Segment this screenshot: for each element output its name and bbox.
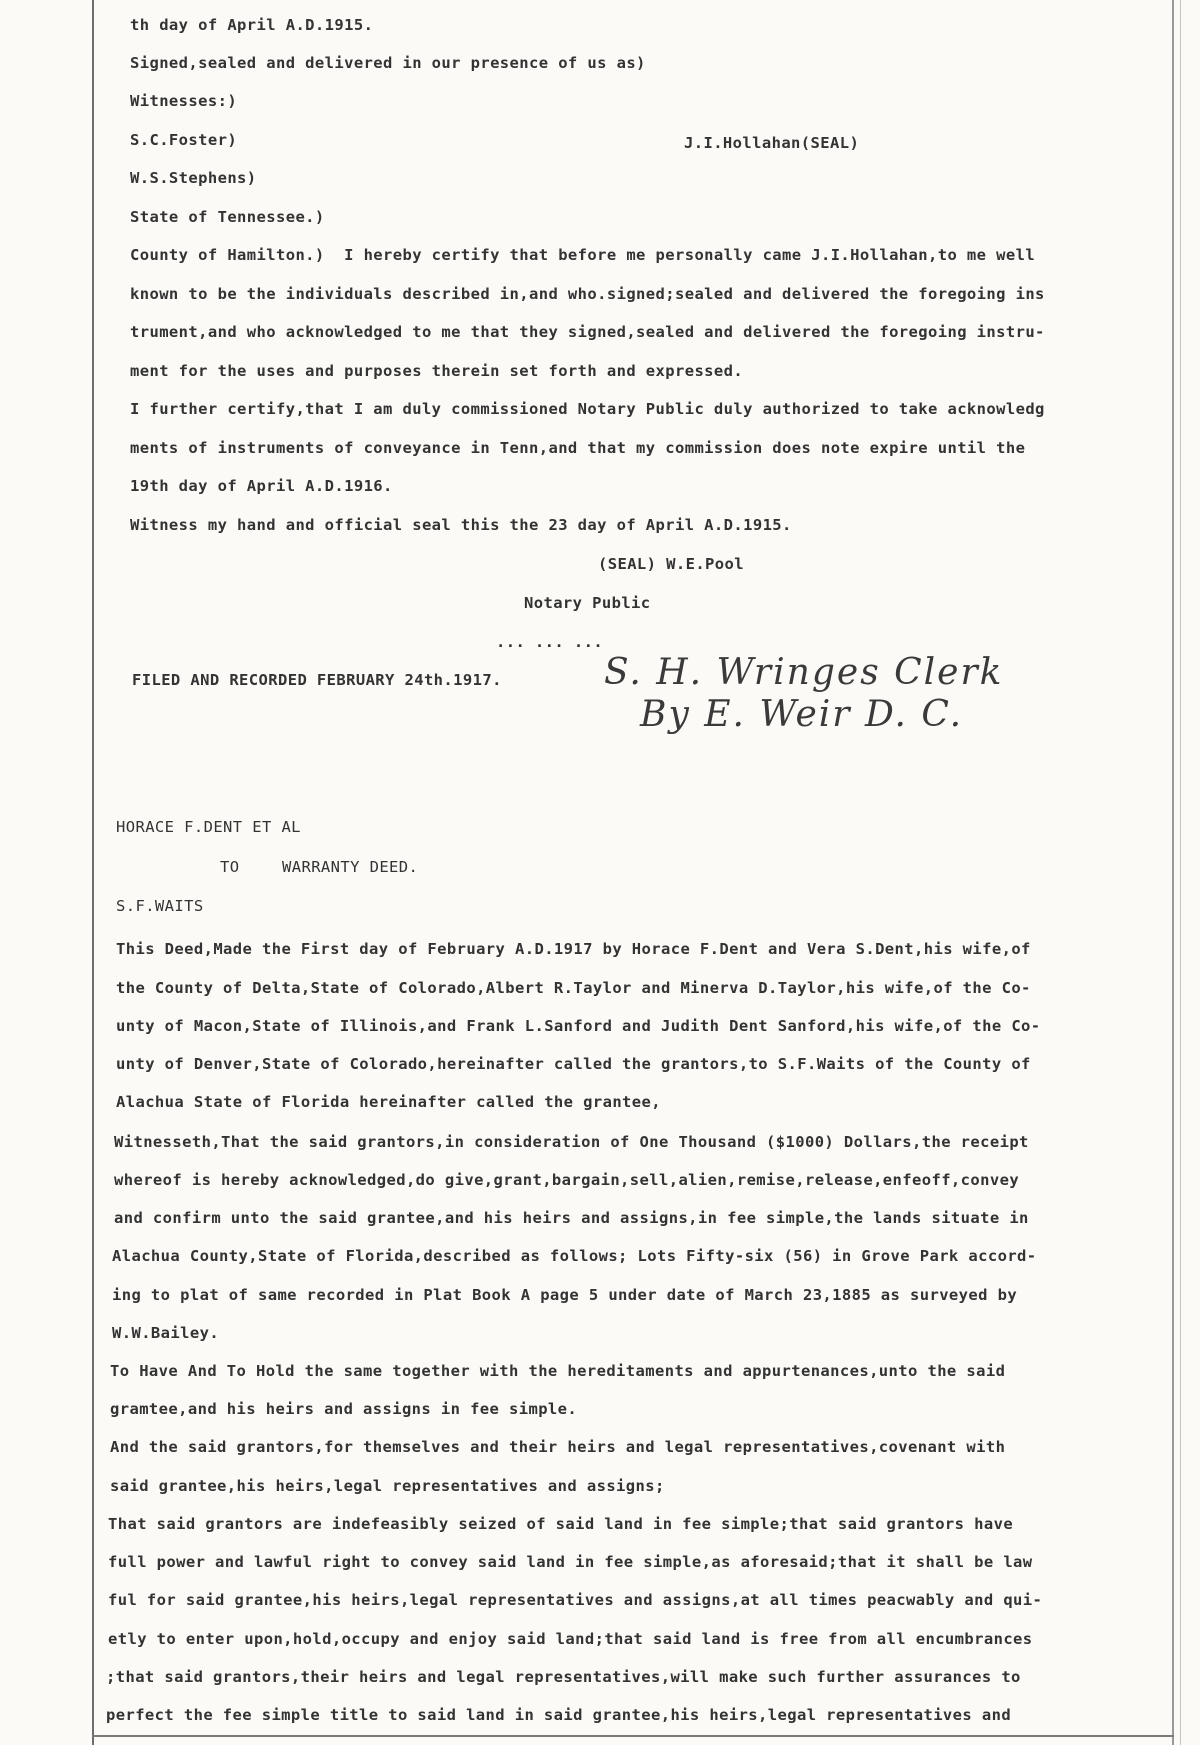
deed-line: To Have And To Hold the same together with the hereditaments and appurtenances,unto the said <box>110 1362 1006 1380</box>
deed-to: TO <box>220 858 240 876</box>
cert-line: Witnesses:) <box>130 92 238 110</box>
left-margin-rule <box>92 0 94 1745</box>
deputy-clerk-signature: By E. Weir D. C. <box>640 694 964 735</box>
cert-line: ments of instruments of conveyance in Tenn,and that my commission does note expire until the <box>130 439 1026 457</box>
cert-line: th day of April A.D.1915. <box>130 16 374 34</box>
cert-line: trument,and who acknowledged to me that they signed,sealed and delivered the foregoing instru- <box>130 323 1045 341</box>
cert-line: S.C.Foster) <box>130 131 238 149</box>
grantor-signature: J.I.Hollahan(SEAL) <box>684 134 860 152</box>
right-edge-rule <box>1180 0 1181 1745</box>
filed-line: FILED AND RECORDED FEBRUARY 24th.1917. <box>132 671 502 689</box>
right-margin-rule <box>1172 0 1174 1745</box>
deed-line: unty of Denver,State of Colorado,hereinafter called the grantors,to S.F.Waits of the County of <box>116 1055 1031 1073</box>
deed-type: WARRANTY DEED. <box>282 858 419 876</box>
bottom-rule <box>92 1735 1174 1737</box>
clerk-signature: S. H. Wringes Clerk <box>604 652 1004 693</box>
deed-line: ;that said grantors,their heirs and legal representatives,will make such further assurances to <box>106 1668 1021 1686</box>
cert-line: W.S.Stephens) <box>130 169 257 187</box>
cert-line: I further certify,that I am duly commissioned Notary Public duly authorized to take acknowledg <box>130 400 1045 418</box>
deed-line: ful for said grantee,his heirs,legal representatives and assigns,at all times peacwably and qui- <box>108 1591 1043 1609</box>
deed-line: gramtee,and his heirs and assigns in fee simple. <box>110 1400 578 1418</box>
deed-line: Alachua State of Florida hereinafter called the grantee, <box>116 1093 661 1111</box>
cert-line: County of Hamilton.) I hereby certify that before me personally came J.I.Hollahan,to me well <box>130 246 1036 264</box>
cert-line: Signed,sealed and delivered in our presence of us as) <box>130 54 646 72</box>
deed-grantee: S.F.WAITS <box>116 897 204 915</box>
cert-line: Witness my hand and official seal this the 23 day of April A.D.1915. <box>130 516 792 534</box>
deed-parties: HORACE F.DENT ET AL <box>116 818 301 836</box>
notary-title: Notary Public <box>524 594 651 612</box>
deed-line: whereof is hereby acknowledged,do give,grant,bargain,sell,alien,remise,release,enfeoff,convey <box>114 1171 1020 1189</box>
deed-line: And the said grantors,for themselves and their heirs and legal representatives,covenant with <box>110 1438 1006 1456</box>
cert-line: State of Tennessee.) <box>130 208 325 226</box>
cert-line: ment for the uses and purposes therein set forth and expressed. <box>130 362 744 380</box>
cert-line: 19th day of April A.D.1916. <box>130 477 393 495</box>
deed-line: said grantee,his heirs,legal representatives and assigns; <box>110 1477 665 1495</box>
deed-line: ing to plat of same recorded in Plat Book A page 5 under date of March 23,1885 as surveyed by <box>112 1286 1018 1304</box>
deed-line: perfect the fee simple title to said land in said grantee,his heirs,legal representatives and <box>106 1706 1012 1724</box>
separator: ... ... ... <box>496 633 604 651</box>
deed-line: etly to enter upon,hold,occupy and enjoy said land;that said land is free from all encumbrances <box>108 1630 1033 1648</box>
deed-line: W.W.Bailey. <box>112 1324 220 1342</box>
deed-line: the County of Delta,State of Colorado,Albert R.Taylor and Minerva D.Taylor,his wife,of the Co- <box>116 979 1031 997</box>
deed-line: This Deed,Made the First day of February A.D.1917 by Horace F.Dent and Vera S.Dent,his wife,of <box>116 940 1031 958</box>
deed-line: and confirm unto the said grantee,and his heirs and assigns,in fee simple,the lands situate in <box>114 1209 1029 1227</box>
deed-line: That said grantors are indefeasibly seized of said land in fee simple;that said grantors have <box>108 1515 1014 1533</box>
cert-line: known to be the individuals described in,and who.signed;sealed and delivered the foregoing ins <box>130 285 1045 303</box>
deed-line: Witnesseth,That the said grantors,in consideration of One Thousand ($1000) Dollars,the receipt <box>114 1133 1029 1151</box>
notary-signature: (SEAL) W.E.Pool <box>598 555 744 573</box>
deed-line: unty of Macon,State of Illinois,and Frank L.Sanford and Judith Dent Sanford,his wife,of the Co- <box>116 1017 1041 1035</box>
deed-line: full power and lawful right to convey said land in fee simple,as aforesaid;that it shall be law <box>108 1553 1033 1571</box>
deed-line: Alachua County,State of Florida,described as follows; Lots Fifty-six (56) in Grove Park accord- <box>112 1247 1037 1265</box>
